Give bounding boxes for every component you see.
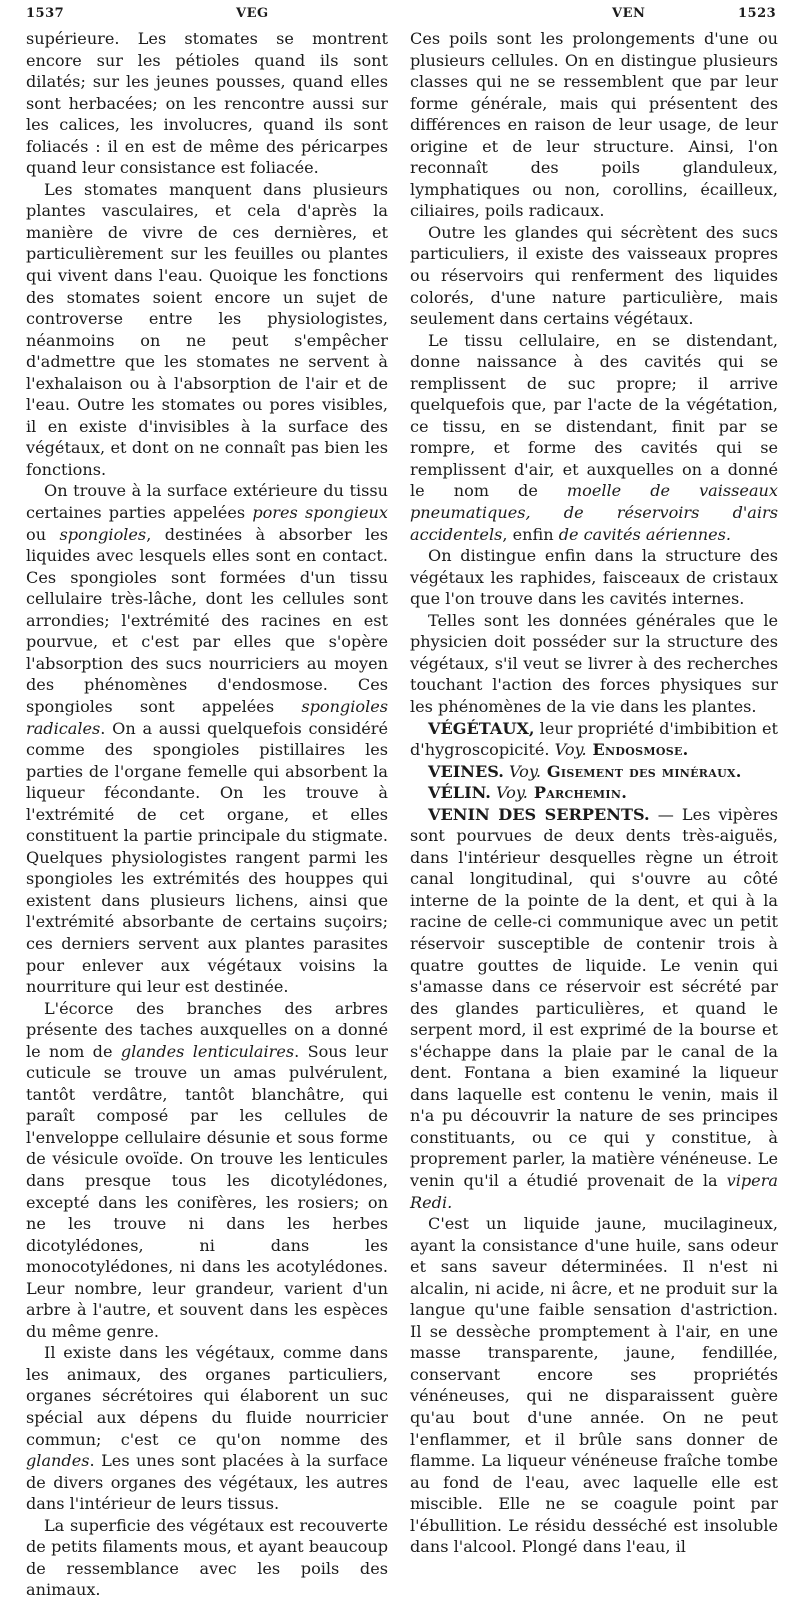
- left-column: [26, 28, 388, 1601]
- paragraph: On trouve à la surface extérieure du tissu certaines parties appelées pores spongieux ou spongioles, destinées à absorber les liquides avec lesquels elles sont en contact. Ces spongioles sont formées d'un tissu cellulaire très-lâche, dont les cellules sont arrondies; l'extrémité des racines en est pourvue, et c'est par elles que s'opère l'absorption des sucs nourriciers au moyen des phénomènes d'endosmose. Ces spongioles sont appelées spongioles radicales. On a aussi quelquefois considéré comme des spongioles pistillaires les parties de l'organe femelle qui absorbent la liqueur fécondante. On les trouve à l'extrémité de cet organe, et elles constituent la partie principale du stigmate. Quelques physiologistes rangent parmi les spongioles les extrémités des houppes qui existent dans plusieurs lichens, ainsi que l'extrémité absorbante de certains suçoirs; ces derniers servent aux plantes parasites pour enlever aux végétaux voisins la nourriture qui leur est destinée.: [26, 481, 388, 997]
- paragraph: C'est un liquide jaune, mucilagineux, ayant la consistance d'une huile, sans odeur et sans saveur déterminées. Il n'est ni alcalin, ni acide, ni âcre, et ne produit sur la langue qu'une faible sensation d'astriction. Il se dessèche promptement à l'air, en une masse transparente, jaune, fendillée, conservant encore ses propriétés vénéneuses, qui ne disparaissent guère qu'au bout d'une année. On ne peut l'enflammer, et il brûle sans donner de flamme. La liqueur vénéneuse fraîche tombe au fond de l'eau, avec laquelle elle est miscible. Elle ne se coagule point par l'ébullition. Le résidu desséché est insoluble dans l'alcool. Plongé dans l'eau, il: [410, 1214, 778, 1557]
- dictionary-entry: VEINES. Voy. Gisement des minéraux.: [428, 761, 742, 781]
- entry-headword: VÉLIN.: [428, 783, 491, 803]
- entry-headword: VÉGÉTAUX,: [428, 718, 535, 738]
- paragraph: Outre les glandes qui sécrètent des sucs particuliers, il existe des vaisseaux propres ou réservoirs qui renferment des liquides colorés, d'une nature particulière, mais seulement dans certains végétaux.: [410, 222, 778, 329]
- left-running-head: VEG: [236, 6, 269, 21]
- dictionary-entry: VÉLIN. Voy. Parchemin.: [428, 783, 628, 803]
- entry-headword: VENIN DES SERPENTS.: [428, 804, 650, 824]
- paragraph: Il existe dans les végétaux, comme dans les animaux, des organes particuliers, organes sécrétoires qui élaborent un suc spécial aux dépens du fluide nourricier commun; c'est ce qu'on nomme des glandes. Les unes sont placées à la surface de divers organes des végétaux, les autres dans l'intérieur de leurs tissus.: [26, 1343, 388, 1514]
- paragraph: supérieure. Les stomates se montrent encore sur les pétioles quand ils sont dilatés; sur les jeunes pousses, quand elles sont herbacées; on les rencontre aussi sur les calices, les involucres, quand ils sont foliacés : il en est de même des péricarpes quand leur consistance est foliacée.: [26, 29, 388, 178]
- paragraph: Le tissu cellulaire, en se distendant, donne naissance à des cavités qui se remplissent de suc propre; il arrive quelquefois que, par l'acte de la végétation, ce tissu, en se distendant, finit par se rompre, et forme des cavités qui se remplissent d'air, et auxquelles on a donné le nom de moelle de vaisseaux pneumatiques, de réservoirs d'airs accidentels, enfin de cavités aériennes.: [410, 330, 778, 544]
- right-page-number: 1523: [738, 6, 777, 21]
- paragraph: La superficie des végétaux est recouverte de petits filaments mous, et ayant beaucoup de ressemblance avec les poils des animaux.: [26, 1515, 388, 1600]
- dictionary-entry: VENIN DES SERPENTS. — Les vipères sont pourvues de deux dents très-aiguës, dans l'intérieur desquelles règne un étroit canal longitudinal, qui s'ouvre au côté interne de la pointe de la dent, et qui à la racine de celle-ci communique avec un petit réservoir susceptible de contenir trois à quatre gouttes de liquide. Le venin qui s'amasse dans ce réservoir est sécrété par des glandes particulières, et quand le serpent mord, il est exprimé de la bourse et s'échappe dans la plaie par le canal de la dent. Fontana a bien examiné la liqueur dans laquelle est contenu le venin, mais il n'a pu découvrir la nature de ses principes constituants, ou ce qui y constitue, à proprement parler, la matière vénéneuse. Le venin qu'il a étudié provenait de la vipera Redi.: [410, 804, 778, 1212]
- dictionary-entry: VÉGÉTAUX, leur propriété d'imbibition et d'hygroscopicité. Voy. Endosmose.: [410, 718, 778, 760]
- paragraph: Ces poils sont les prolongements d'une ou plusieurs cellules. On en distingue plusieurs classes qui ne se ressemblent que par leur forme générale, mais qui présentent des différences en raison de leur usage, de leur origine et de leur structure. Ainsi, l'on reconnaît des poils glanduleux, lymphatiques ou non, corollins, écailleux, ciliaires, poils radicaux.: [410, 29, 778, 221]
- right-running-head: VEN: [612, 6, 646, 21]
- paragraph: On distingue enfin dans la structure des végétaux les raphides, faisceaux de cristaux que l'on trouve dans les cavités internes.: [410, 546, 778, 609]
- left-page-number: 1537: [26, 6, 65, 21]
- cross-reference: Endosmose.: [586, 740, 689, 760]
- right-column: [410, 28, 778, 1558]
- paragraph: Les stomates manquent dans plusieurs plantes vasculaires, et cela d'après la manière de vivre de ces dernières, et particulièrement sur les feuilles ou plantes qui vivent dans l'eau. Quoique les fonctions des stomates soient encore un sujet de controverse entre les physiologistes, néanmoins on ne peut s'empêcher d'admettre que les stomates ne servent à l'exhalaison ou à l'absorption de l'air et de l'eau. Outre les stomates ou pores visibles, il en existe d'invisibles à la surface des végétaux, et dont on ne connaît pas bien les fonctions.: [26, 179, 388, 479]
- cross-reference: Gisement des minéraux.: [540, 761, 742, 781]
- paragraph: Telles sont les données générales que le physicien doit posséder sur la structure des végétaux, s'il veut se livrer à des recherches touchant l'action des forces physiques sur les phénomènes de la vie dans les plantes.: [410, 610, 778, 716]
- entry-headword: VEINES.: [428, 761, 504, 781]
- cross-reference: Parchemin.: [527, 783, 628, 803]
- paragraph: L'écorce des branches des arbres présente des taches auxquelles on a donné le nom de glandes lenticulaires. Sous leur cuticule se trouve un amas pulvérulent, tantôt verdâtre, tantôt blanchâtre, qui paraît composé par les cellules de l'enveloppe cellulaire désunie et sous forme de vésicule ovoïde. On trouve les lenticules dans presque tous les dicotylédones, excepté dans les conifères, les rosiers; on ne les trouve ni dans les herbes dicotylédones, ni dans les monocotylédones, ni dans les acotylédones. Leur nombre, leur grandeur, varient d'un arbre à l'autre, et souvent dans les espèces du même genre.: [26, 998, 388, 1341]
